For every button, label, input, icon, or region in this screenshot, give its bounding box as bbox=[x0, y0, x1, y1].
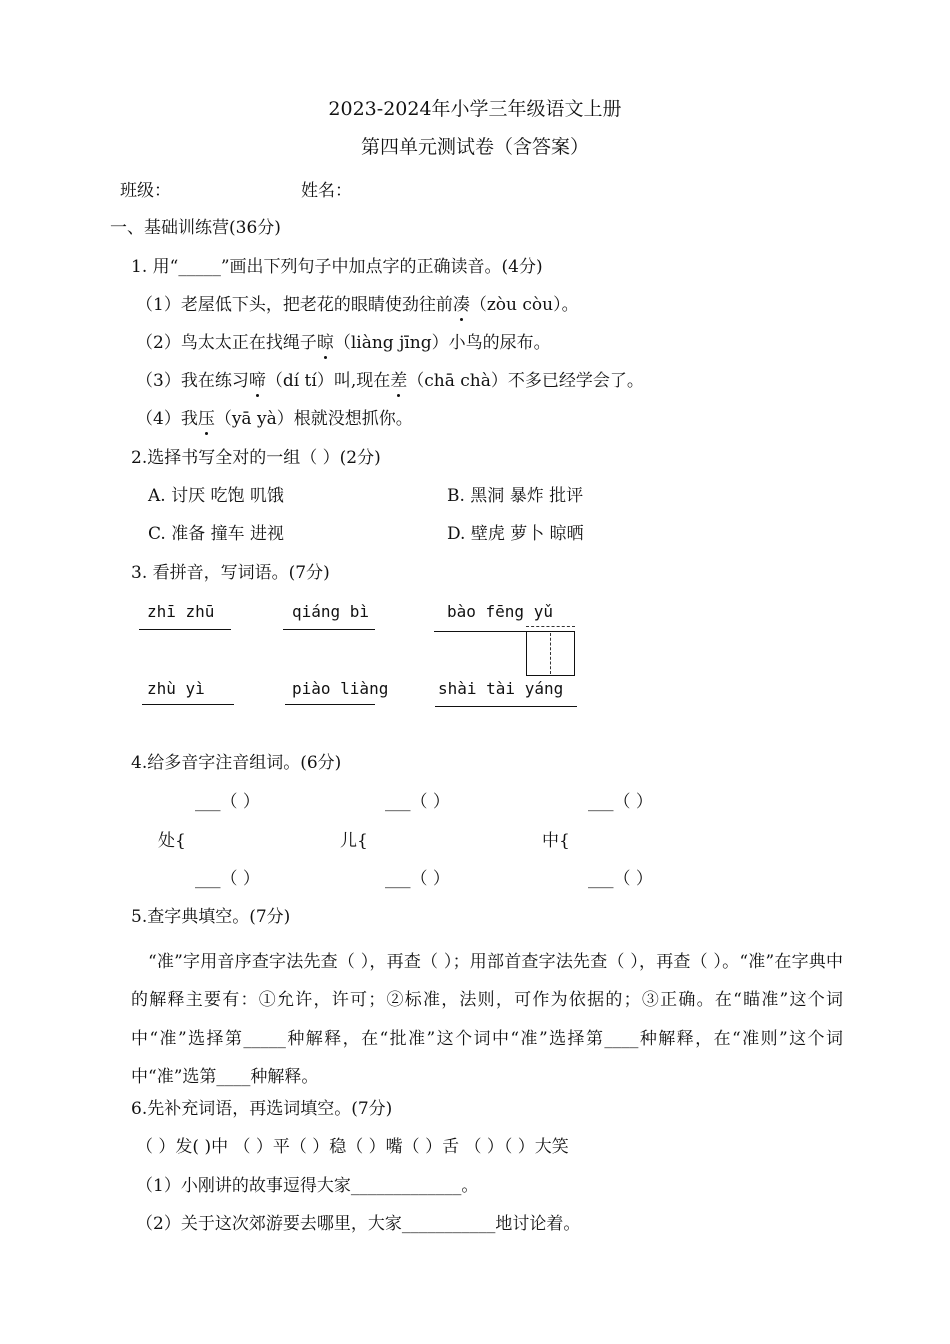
pinyin-5: piào liàng bbox=[292, 679, 389, 698]
question-6-item: （2）关于这次郊游要去哪里，大家___________地讨论着。 bbox=[136, 1214, 581, 1234]
question-6-stem: 6.先补充词语，再选词填空。(7分) bbox=[131, 1099, 393, 1119]
blank-pair: ___（ ） bbox=[588, 869, 653, 889]
pinyin-4: zhù yì bbox=[147, 679, 205, 698]
question-5-body: “准”字用音序查字法先查（ ），再查（ ）；用部首查字法先查（ ），再查（ ）。“准”在字典中的解释主要有：①允许，许可；②标准，法则，可作为依据的；③正确。在“瞄准”这个词中“准”选择第_____种解释，在“批准”这个词中“准”选择第____种解释，在“准则”这个词中“准”选第____种解释。 bbox=[131, 952, 843, 1087]
idiom-blanks: （ ）发( )中 （ ）平（ ）稳（ ）嘴（ ）舌 （ ）（ ）大笑 bbox=[136, 1137, 569, 1157]
option-d: D. 壁虎 萝卜 晾晒 bbox=[447, 524, 584, 544]
item-text: （zòu còu）。 bbox=[469, 295, 579, 315]
dotted-char: 凑 bbox=[452, 295, 470, 315]
answer-line bbox=[283, 629, 375, 630]
item-text: （yā yà）根就没想抓你。 bbox=[214, 409, 413, 429]
answer-line bbox=[434, 631, 526, 632]
question-1-stem: 1. 用“_____”画出下列句子中加点字的正确读音。(4分) bbox=[131, 257, 543, 277]
blank-pair: ___（ ） bbox=[588, 792, 653, 812]
question-1-item bbox=[136, 332, 551, 354]
option-b: B. 黑洞 暴炸 批评 bbox=[447, 486, 584, 506]
pinyin-2: qiáng bì bbox=[292, 602, 370, 621]
item-text: （liàng jīng）小鸟的尿布。 bbox=[333, 333, 551, 353]
answer-line bbox=[142, 704, 234, 705]
question-2-stem: 2.选择书写全对的一组（ ）(2分) bbox=[131, 448, 381, 468]
answer-line bbox=[139, 629, 231, 630]
dotted-char: 晾 bbox=[316, 333, 334, 353]
name-label: 姓名： bbox=[301, 181, 352, 201]
pinyin-1: zhī zhū bbox=[147, 602, 215, 621]
question-1-item bbox=[136, 294, 579, 316]
polyphone-char: 儿{ bbox=[340, 831, 368, 851]
dotted-char: 压 bbox=[197, 409, 215, 429]
section-heading: 一、基础训练营(36分) bbox=[110, 218, 281, 238]
option-c: C. 准备 撞车 进视 bbox=[148, 524, 285, 544]
blank-pair: ___（ ） bbox=[195, 869, 260, 889]
blank-pair: ___（ ） bbox=[385, 792, 450, 812]
answer-line bbox=[285, 704, 375, 705]
item-text: （4）我 bbox=[136, 409, 198, 429]
dashed-guide bbox=[550, 633, 551, 674]
answer-line bbox=[435, 706, 577, 707]
polyphone-char: 处{ bbox=[158, 831, 186, 851]
class-label: 班级： bbox=[120, 181, 171, 201]
item-text: （dí tí）叫,现在 bbox=[265, 371, 391, 391]
dotted-char: 啼 bbox=[248, 371, 266, 391]
pinyin-3: bào fēng yǔ bbox=[447, 602, 553, 621]
item-text: （chā chà）不多已经学会了。 bbox=[407, 371, 644, 391]
question-5-stem: 5.查字典填空。(7分) bbox=[131, 907, 291, 927]
item-text: （3）我在练习 bbox=[136, 371, 249, 391]
page-subtitle: 第四单元测试卷（含答案） bbox=[360, 136, 589, 158]
item-text: （1）老屋低下头，把老花的眼睛使劲往前 bbox=[136, 295, 453, 315]
page-title: 2023-2024年小学三年级语文上册 bbox=[328, 98, 622, 120]
dotted-char: 差 bbox=[390, 371, 408, 391]
option-a: A. 讨厌 吃饱 叽饿 bbox=[148, 486, 284, 506]
polyphone-char: 中{ bbox=[542, 831, 570, 851]
dashed-guide bbox=[526, 626, 575, 627]
blank-pair: ___（ ） bbox=[195, 792, 260, 812]
blank-pair: ___（ ） bbox=[385, 869, 450, 889]
question-1-item bbox=[136, 370, 644, 392]
item-text: （2）鸟太太正在找绳子 bbox=[136, 333, 317, 353]
question-3-stem: 3. 看拼音，写词语。(7分) bbox=[131, 563, 330, 583]
question-4-stem: 4.给多音字注音组词。(6分) bbox=[131, 753, 342, 773]
question-1-item bbox=[136, 408, 413, 430]
pinyin-6: shài tài yáng bbox=[438, 679, 564, 698]
question-6-item: （1）小刚讲的故事逗得大家_____________。 bbox=[136, 1176, 479, 1196]
